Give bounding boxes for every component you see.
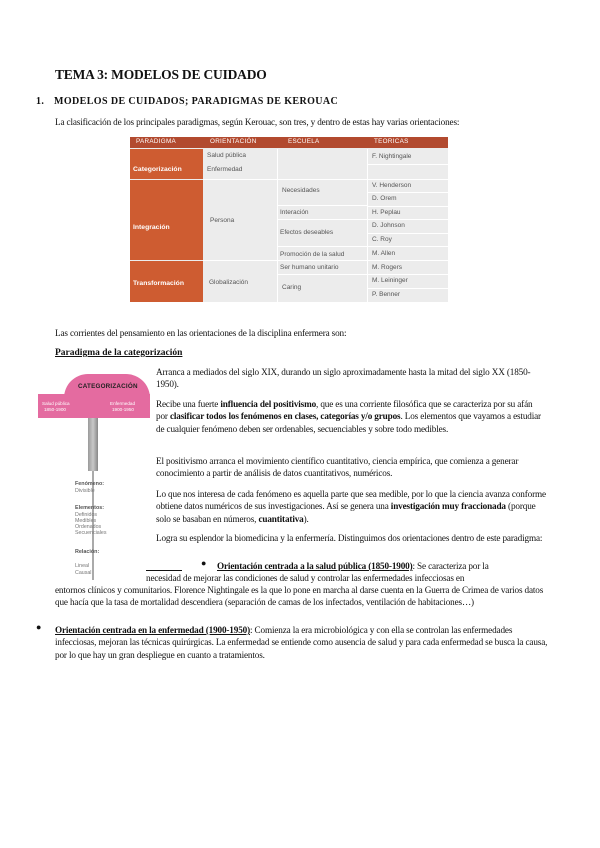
table-header-orientacion: ORIENTACIÓN xyxy=(210,138,257,145)
section-number: 1. xyxy=(36,96,45,107)
bullet-2-title: Orientación centrada en la enfermedad (1900-1950) xyxy=(55,625,250,635)
bullet-1-rest: entornos clínicos y comunitarios. Florence Nightingale es la que lo pone en marcha al darse cuenta en la Guerra de Crimea de varios datos que hacía que la tasa de mortalidad descendiera (separación de camas de los infectados, ventilación de habitaciones…) xyxy=(55,585,544,608)
table-header-paradigma: PARADIGMA xyxy=(136,138,177,145)
teorica-orem: D. Orem xyxy=(372,195,397,202)
paradigm-integracion: Integración xyxy=(133,224,170,231)
bullet-1-dot: ● xyxy=(201,558,207,568)
teorica-roy: C. Roy xyxy=(372,236,392,243)
teorica-allen: M. Allen xyxy=(372,250,396,257)
p4-text-c: (porque solo se basaban en números, xyxy=(156,501,536,524)
p2-text-c: , que es una corriente filosófica que se caracteriza por su afán por xyxy=(156,399,533,422)
escuela-interacion: Interación xyxy=(280,209,309,216)
teorica-rogers: M. Rogers xyxy=(372,264,402,271)
p2-text-e: . Los elementos que vayamos a estudiar de cualquier fenómeno deben ser ordenables, secuenciables y sobre todo medibles. xyxy=(156,411,541,434)
figure-elementos-label: Elementos: xyxy=(75,505,105,511)
figure-elemento-3: Ordenados xyxy=(75,524,102,530)
teorica-henderson: V. Henderson xyxy=(372,182,412,189)
paragraph-5: Logra su esplendor la biomedicina y la enfermería. Distinguimos dos orientaciones dentro de este paradigma: xyxy=(156,533,543,543)
teorica-benner: P. Benner xyxy=(372,291,401,298)
figure-right-years: 1900-1950 xyxy=(112,407,134,412)
figure-elemento-1: Definidos xyxy=(75,512,98,518)
figure-stem xyxy=(88,418,98,471)
bullet-1-title: Orientación centrada a la salud pública (1850-1900) xyxy=(217,561,413,571)
figure-left-years: 1850-1900 xyxy=(44,407,66,412)
paradigm-transformacion: Transformación xyxy=(133,280,184,287)
figure-right-label: Enfermedad xyxy=(110,401,136,406)
figure-fenomeno-value: Divisible xyxy=(75,488,95,494)
bullet-1-second-line: necesidad de mejorar las condiciones de salud y controlar las enfermedades infecciosas en xyxy=(146,573,465,583)
subheading-categorizacion: Paradigma de la categorización xyxy=(55,348,183,358)
p4-bold-cuantitativa: cuantitativa xyxy=(258,513,304,524)
section-heading xyxy=(36,96,338,107)
categorizacion-figure xyxy=(38,368,150,580)
paragraph-1: Arranca a mediados del siglo XIX, durando un siglo aproximadamente hasta la mitad del siglo XX (1850-1950). xyxy=(156,367,531,390)
paragraph-2 xyxy=(156,398,546,435)
paradigm-cell-integracion xyxy=(130,180,203,260)
bullet-1-underline-gap xyxy=(146,560,182,571)
escuela-caring: Caring xyxy=(282,284,302,291)
corrientes-paragraph: Las corrientes del pensamiento en las orientaciones de la disciplina enfermera son: xyxy=(55,328,347,338)
p2-text-a: Recibe una fuerte xyxy=(156,399,221,409)
teorica-nightingale: F. Nightingale xyxy=(372,153,412,160)
figure-relacion-2: Causal xyxy=(75,570,92,576)
orientacion-enfermedad: Enfermedad xyxy=(207,166,243,173)
figure-relacion-1: Lineal xyxy=(75,563,90,569)
intro-paragraph: La clasificación de los principales paradigmas, según Kerouac, son tres, y dentro de estas hay varias orientaciones: xyxy=(55,117,460,127)
table-header-teoricas: TEORICAS xyxy=(374,138,409,145)
p2-bold-positivismo: influencia del positivismo xyxy=(220,399,317,409)
p2-bold-clasificar: clasificar todos los fenómenos en clases, categorías y/o grupos xyxy=(169,411,401,422)
paradigm-categorizacion: Categorización xyxy=(133,166,182,173)
figure-elemento-2: Medibles xyxy=(75,518,97,524)
escuela-ser-humano-unitario: Ser humano unitario xyxy=(280,264,339,271)
bullet-2-dot: ● xyxy=(36,622,42,632)
orientacion-persona: Persona xyxy=(210,217,235,224)
teorica-johnson: D. Johnson xyxy=(372,222,405,229)
bullet-2-paragraph xyxy=(55,624,550,661)
figure-elemento-4: Secuenciales xyxy=(75,530,107,536)
bullet-1-line1: : Se caracteriza por la xyxy=(412,561,489,571)
paradigms-table xyxy=(130,137,448,302)
p4-text-e: ). xyxy=(303,513,309,524)
paragraph-3: El positivismo arranca el movimiento científico cuantitativo, ciencia empírica, que comienza a generar conocimiento a partir de análisis de datos cuantitativos, numéricos. xyxy=(156,456,519,479)
figure-relacion-label: Relación: xyxy=(75,549,100,555)
orientacion-salud-publica: Salud pública xyxy=(207,152,247,159)
paragraph-4 xyxy=(156,488,546,525)
bullet-1-first-line xyxy=(217,560,552,572)
figure-fenomeno-label: Fenómeno: xyxy=(75,481,105,487)
orientacion-globalizacion: Globalización xyxy=(209,279,249,286)
p4-text-a: Lo que nos interesa de cada fenómeno es aquella parte que sea medible, por lo que la ciencia avanza conforme obtiene datos numéricos de sus investigaciones. Así se genera una xyxy=(156,489,546,512)
figure-header: CATEGORIZACIÓN xyxy=(78,383,138,390)
page-title: TEMA 3: MODELOS DE CUIDADO xyxy=(55,67,267,82)
table-header-escuela: ESCUELA xyxy=(288,138,320,145)
figure-left-label: Salud pública xyxy=(42,401,70,406)
section-heading-text: MODELOS DE CUIDADOS; PARADIGMAS DE KEROUAC xyxy=(54,96,339,107)
paradigm-cell-categorizacion xyxy=(130,149,203,179)
teorica-leininger: M. Leininger xyxy=(372,277,408,284)
bullet-2-rest: : Comienza la era microbiológica y con ella se controlan las enfermedades infecciosas, mejoran las técnicas quirúrgicas. La enfermedad se entiende como ausencia de salud y para cada enfermedad se busca la causa, por lo que hay un gran despliegue en cuanto a tratamientos. xyxy=(55,625,548,660)
p4-bold-fraccionada: investigación muy fraccionada xyxy=(390,501,506,512)
escuela-promocion-salud: Promoción de la salud xyxy=(280,251,345,258)
escuela-necesidades: Necesidades xyxy=(282,187,320,194)
teorica-peplau: H. Peplau xyxy=(372,209,401,216)
escuela-efectos-deseables: Efectos deseables xyxy=(280,229,334,236)
